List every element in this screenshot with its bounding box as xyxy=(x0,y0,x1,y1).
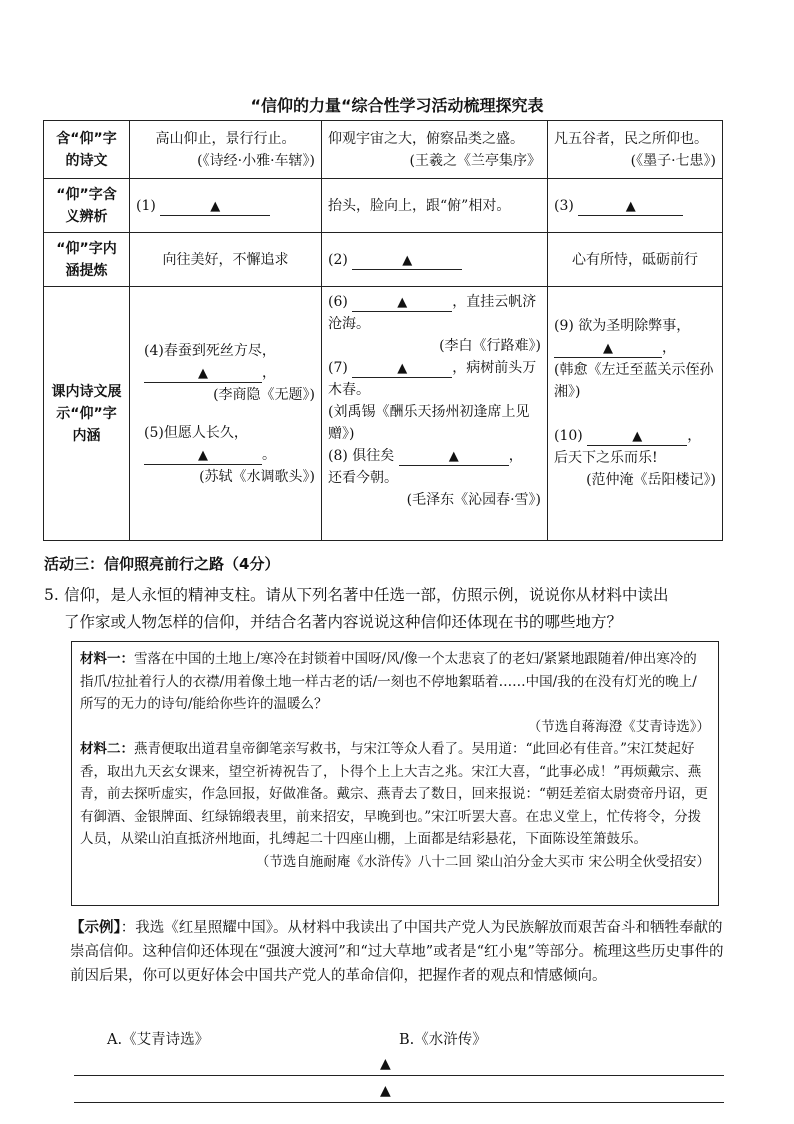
triangle-marker-icon: ▲ xyxy=(397,361,408,376)
row-header: 课内诗文展示“仰”字内涵 xyxy=(44,287,130,541)
option-a[interactable]: A.《艾青诗选》 xyxy=(107,1032,210,1048)
poem-source: (《墨子·七患》) xyxy=(630,152,716,169)
table-cell: 向往美好，不懈追求 xyxy=(130,233,322,287)
material-text: 燕青便取出道君皇帝御笔亲写救书，与宋江等众人看了。吴用道：“此回必有佳音。”宋江焚起好香，取出九天玄女课来，望空祈祷祝告了，卜得个上上大吉之兆。宋江大喜，“此事必成！”再烦戴宗、燕青，前去探听虚实，作急回报，好做准备。戴宗、燕青去了数日，回来报说：“朝廷差宿太尉赍帝丹诏，更有御酒、金银牌面、红绿锦缎表里，前来招安，早晚到也。”宋江听罢大喜。在忠义堂上，忙传将令，分拨人员，从梁山泊直抵济州地面，扎缚起二十四座山棚，上面都是结彩悬花，下面陈设笙箫鼓乐。 xyxy=(80,741,708,847)
material-text: 雪落在中国的土地上/寒冷在封锁着中国呀/风/像一个太悲哀了的老妇/紧紧地跟随着/伸出寒冷的指爪/拉扯着行人的衣襟/用着像土地一样古老的话/一刻也不停地絮聒着……中国/我的在没有灯光的晚上/所写的无力的诗句/能给你些许的温暖么？ xyxy=(80,651,697,712)
material-box xyxy=(71,641,719,906)
table-cell: (4)春蚕到死丝方尽， ▲ ， (李商隐《无题》) (5)但愿人长久， ▲ 。 (苏轼《水调歌头》) xyxy=(130,287,322,541)
blank-number: (3) xyxy=(554,197,574,214)
poem-line: 凡五谷者，民之所仰也。 xyxy=(554,130,708,147)
answer-line[interactable] xyxy=(74,1102,724,1103)
answer-blank[interactable] xyxy=(352,359,452,378)
table-cell xyxy=(130,121,322,179)
table-row xyxy=(44,121,723,179)
example-label: 【示例】 xyxy=(70,920,121,936)
poem-line: 还看今朝。 xyxy=(328,470,398,486)
example-paragraph xyxy=(70,916,730,988)
row-header: “仰”字含义辨析 xyxy=(44,179,130,233)
blank-number: (8) 俱往矣 xyxy=(328,448,395,464)
material-source: （节选自施耐庵《水浒传》八十二回 梁山泊分金大买市 宋公明全伙受招安） xyxy=(255,853,710,870)
triangle-marker-icon: ▲ xyxy=(210,198,221,214)
poem-source: (毛泽东《沁园春·雪》) xyxy=(406,492,541,508)
poem-source: (《诗经·小雅·车辖》) xyxy=(197,152,315,169)
answer-blank[interactable] xyxy=(352,251,462,270)
blank-number: (2) xyxy=(328,251,348,268)
poem-source: (王羲之《兰亭集序》 xyxy=(409,152,541,169)
poem-source: (李商隐《无题》) xyxy=(213,386,315,403)
poem-source: (刘禹锡《酬乐天扬州初逢席上见赠》) xyxy=(328,404,530,442)
answer-blank[interactable] xyxy=(144,446,262,465)
poem-line: (5)但愿人长久， xyxy=(144,424,248,441)
blank-number: (6) xyxy=(328,294,348,310)
question-text: 信仰，是人永恒的精神支柱。请从下列名著中任选一部，仿照示例，说说你从材料中读出 xyxy=(64,586,669,604)
material-label: 材料二： xyxy=(80,741,134,757)
poem-line: (4)春蚕到死丝方尽， xyxy=(144,342,276,359)
answer-blank[interactable] xyxy=(587,427,687,446)
table-cell: 心有所恃，砥砺前行 xyxy=(548,233,723,287)
table-cell xyxy=(548,121,723,179)
section-heading: 活动三：信仰照亮前行之路（4分） xyxy=(44,555,280,573)
table-row xyxy=(44,179,723,233)
poem-line: 仰观宇宙之大，俯察品类之盛。 xyxy=(328,130,524,147)
question-5 xyxy=(44,582,744,636)
answer-blank[interactable] xyxy=(578,197,683,216)
option-b[interactable]: B.《水浒传》 xyxy=(399,1032,487,1048)
triangle-marker-icon: ▲ xyxy=(380,1083,391,1099)
example-text: ：我选《红星照耀中国》。从材料中我读出了中国共产党人为民族解放而艰苦奋斗和牺牲奉献的崇高信仰。这种信仰还体现在“强渡大渡河”和“过大草地”或者是“红小鬼”等部分。梳理这些历史事件的前因后果，你可以更好体会中国共产党人的革命信仰，把握作者的观点和情感倾向。 xyxy=(70,920,724,984)
poem-line: ，病树前头万木春。 xyxy=(328,360,537,398)
blank-number: (10) xyxy=(554,428,583,444)
triangle-marker-icon: ▲ xyxy=(603,341,613,356)
poem-line: (9) 欲为圣明除弊事， xyxy=(554,318,691,334)
triangle-marker-icon: ▲ xyxy=(402,252,413,268)
table-title: “信仰的力量“综合性学习活动梳理探究表 xyxy=(250,96,544,115)
table-cell xyxy=(322,121,548,179)
poem-source: (苏轼《水调歌头》) xyxy=(199,468,315,485)
poem-source: (韩愈《左迁至蓝关示侄孙湘》) xyxy=(554,362,714,400)
table-cell xyxy=(130,179,322,233)
row-header: “仰”字内涵提炼 xyxy=(44,233,130,287)
table-cell: 抬头，脸向上，跟“俯”相对。 xyxy=(322,179,548,233)
poem-line: 高山仰止，景行行止。 xyxy=(155,130,296,147)
table-row xyxy=(44,287,723,541)
triangle-marker-icon: ▲ xyxy=(448,449,459,464)
answer-blank[interactable] xyxy=(399,447,509,466)
blank-number: (1) xyxy=(136,197,156,214)
triangle-marker-icon: ▲ xyxy=(632,429,643,444)
triangle-marker-icon: ▲ xyxy=(397,295,408,310)
material-label: 材料一： xyxy=(80,651,134,667)
answer-blank[interactable] xyxy=(554,339,662,358)
blank-number: (7) xyxy=(328,360,348,376)
material-source: （节选自蒋海澄《艾青诗选》） xyxy=(527,718,710,735)
table-cell xyxy=(548,179,723,233)
table-row xyxy=(44,233,723,287)
answer-blank[interactable] xyxy=(160,197,270,216)
question-text: 了作家或人物怎样的信仰，并结合名著内容说说这种信仰还体现在书的哪些地方？ xyxy=(64,613,623,631)
table-cell: (9) 欲为圣明除弊事， ▲ ， (韩愈《左迁至蓝关示侄孙湘》) (10) ▲ ， 后天下之乐而乐! (范仲淹《岳阳楼记》) xyxy=(548,287,723,541)
poem-line: 后天下之乐而乐! xyxy=(554,450,658,466)
triangle-marker-icon: ▲ xyxy=(625,198,636,214)
answer-blank[interactable] xyxy=(352,293,452,312)
triangle-marker-icon: ▲ xyxy=(198,447,208,463)
table-cell: (6) ▲ ，直挂云帆济沧海。 (李白《行路难》) (7) ▲ ，病树前头万木春。 (刘禹锡《酬乐天扬州初逢席上见赠》) (8) 俱往矣 ▲ ， 还看今朝。 (毛泽东《沁园春·雪》) xyxy=(322,287,548,541)
answer-blank[interactable] xyxy=(144,364,262,383)
table-cell xyxy=(322,233,548,287)
row-header: 含“仰”字的诗文 xyxy=(44,121,130,179)
poem-source: (李白《行路难》) xyxy=(439,338,541,354)
poem-line: ，直挂云帆济沧海。 xyxy=(328,294,537,332)
poem-source: (范仲淹《岳阳楼记》) xyxy=(586,472,716,488)
triangle-marker-icon: ▲ xyxy=(380,1056,391,1072)
question-number: 5. xyxy=(44,586,59,604)
answer-line[interactable] xyxy=(74,1075,724,1076)
triangle-marker-icon: ▲ xyxy=(198,365,208,381)
exploration-table xyxy=(43,120,723,541)
